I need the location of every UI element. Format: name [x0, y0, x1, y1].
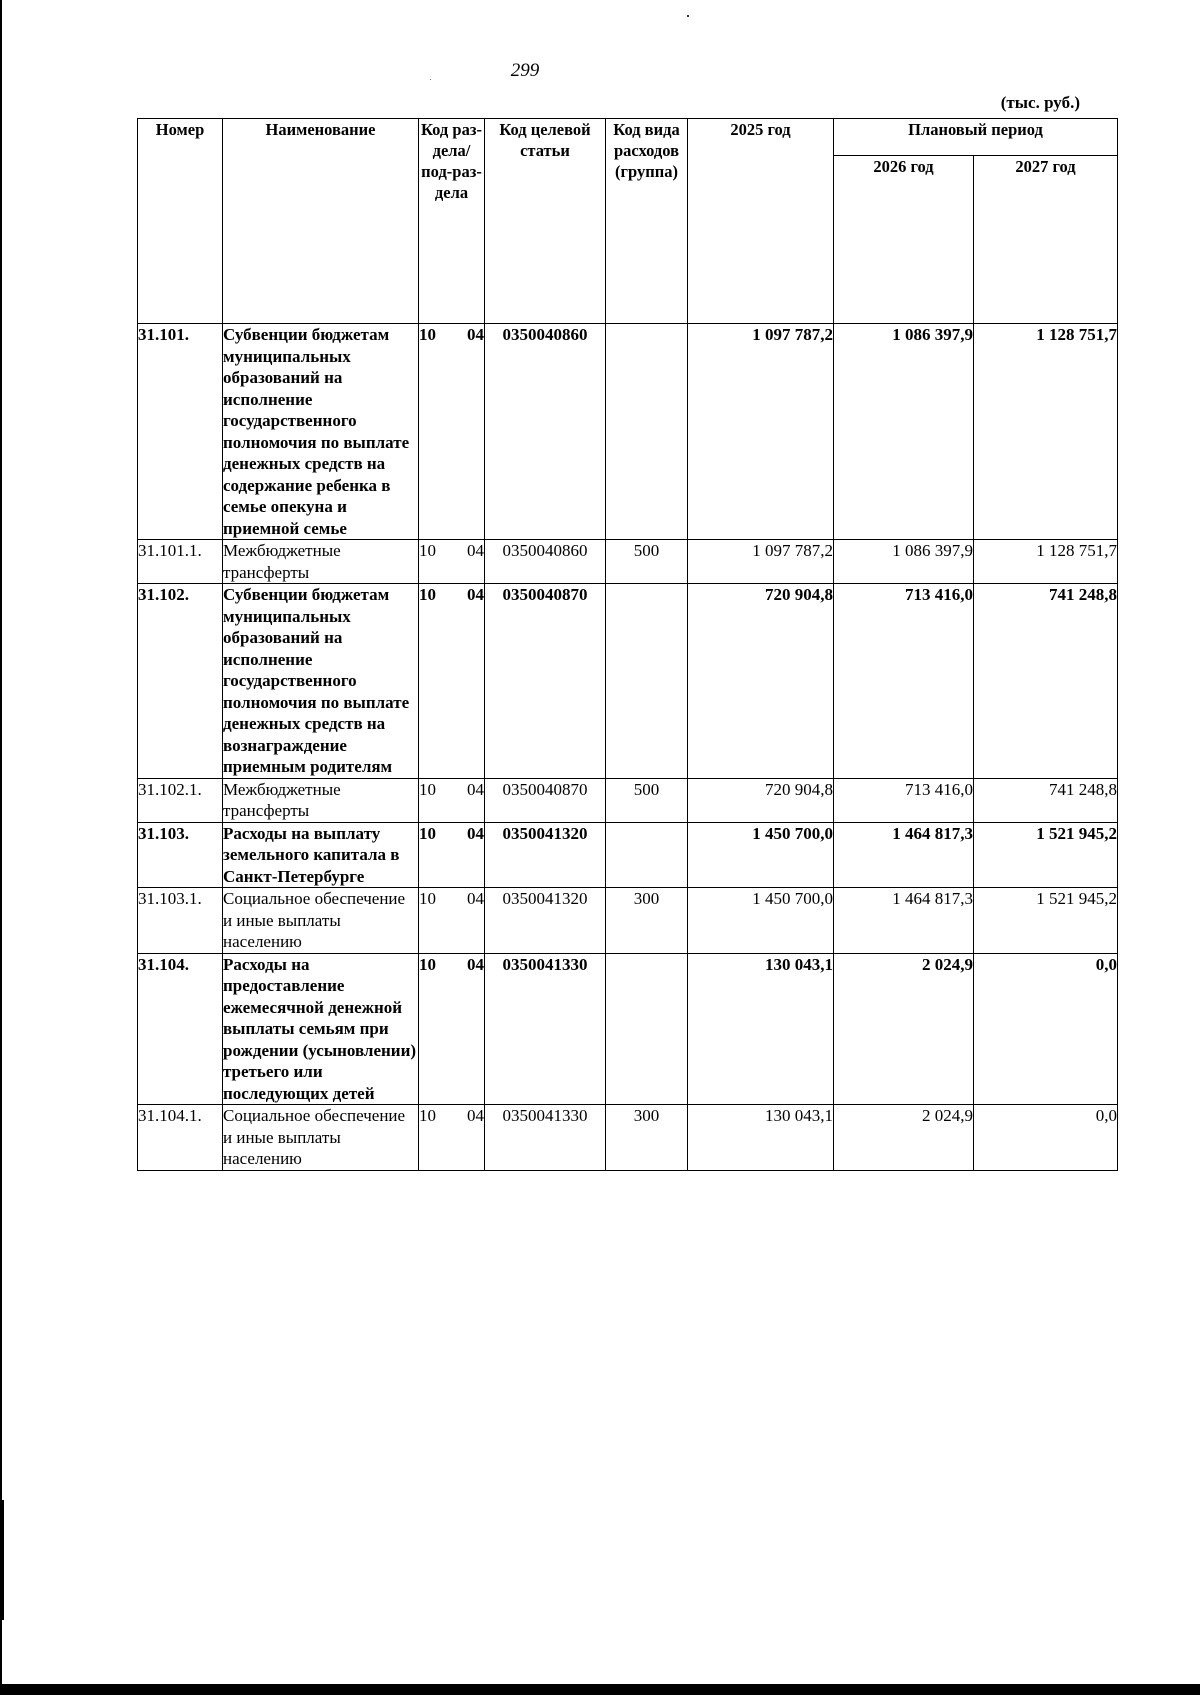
section-code: 10 [419, 889, 436, 908]
row-number: 31.104. [138, 953, 223, 1105]
row-amount-2027: 1 128 751,7 [974, 540, 1118, 584]
row-expense-kind: 300 [606, 1105, 688, 1171]
row-name: Межбюджетные трансферты [223, 540, 419, 584]
row-section-code [419, 888, 485, 954]
subsection-code: 04 [467, 823, 484, 843]
row-amount-2027: 1 521 945,2 [974, 888, 1118, 954]
table-row [138, 1105, 1118, 1171]
row-amount-2026: 2 024,9 [834, 953, 974, 1105]
table-row [138, 822, 1118, 888]
header-year-2027: 2027 год [974, 156, 1118, 324]
row-target-code: 0350041320 [485, 822, 606, 888]
row-name: Субвенции бюджетам муниципальных образований на исполнение государственного полномочия по выплате денежных средств на вознаграждение приемным родителям [223, 584, 419, 779]
table-row [138, 540, 1118, 584]
row-target-code: 0350040870 [485, 778, 606, 822]
row-amount-2026: 713 416,0 [834, 584, 974, 779]
row-name: Расходы на выплату земельного капитала в Санкт-Петербурге [223, 822, 419, 888]
row-amount-2025: 130 043,1 [688, 1105, 834, 1171]
section-code: 10 [419, 954, 436, 974]
row-amount-2026: 1 464 817,3 [834, 822, 974, 888]
scan-speck [430, 79, 431, 80]
table-body [138, 324, 1118, 1171]
row-target-code: 0350040870 [485, 584, 606, 779]
row-name: Социальное обеспечение и иные выплаты населению [223, 1105, 419, 1171]
header-target: Код целевой статьи [485, 119, 606, 324]
section-code: 10 [419, 1106, 436, 1125]
row-number: 31.101.1. [138, 540, 223, 584]
page-number: 299 [510, 60, 540, 81]
table-row [138, 324, 1118, 540]
subsection-code: 04 [467, 585, 484, 604]
row-number: 31.103. [138, 822, 223, 888]
row-number: 31.102. [138, 584, 223, 779]
row-target-code: 0350041320 [485, 888, 606, 954]
section-code: 10 [419, 779, 436, 799]
row-target-code: 0350041330 [485, 953, 606, 1105]
subsection-code: 04 [467, 779, 484, 799]
row-name: Расходы на предоставление ежемесячной денежной выплаты семьям при рождении (усыновлении) третьего или последующих детей [223, 953, 419, 1105]
header-year-2025: 2025 год [688, 119, 834, 324]
units-label: (тыс. руб.) [1000, 93, 1080, 112]
header-planned-period: Плановый период [834, 119, 1118, 156]
row-expense-kind: 300 [606, 888, 688, 954]
row-number: 31.104.1. [138, 1105, 223, 1171]
section-code: 10 [419, 585, 436, 604]
row-name: Субвенции бюджетам муниципальных образований на исполнение государственного полномочия по выплате денежных средств на содержание ребенка в семье опекуна и приемной семье [223, 324, 419, 540]
row-amount-2025: 720 904,8 [688, 584, 834, 779]
row-amount-2025: 720 904,8 [688, 778, 834, 822]
row-section-code [419, 584, 485, 779]
scan-bottom-bar [0, 1684, 1200, 1695]
row-expense-kind: 500 [606, 540, 688, 584]
row-amount-2026: 1 464 817,3 [834, 888, 974, 954]
row-section-code [419, 778, 485, 822]
header-kind: Код вида расходов (группа) [606, 119, 688, 324]
row-name: Социальное обеспечение и иные выплаты населению [223, 888, 419, 954]
section-code: 10 [419, 823, 436, 843]
row-amount-2026: 1 086 397,9 [834, 324, 974, 540]
row-amount-2025: 1 450 700,0 [688, 888, 834, 954]
header-year-2026: 2026 год [834, 156, 974, 324]
row-section-code [419, 822, 485, 888]
subsection-code: 04 [467, 954, 484, 974]
row-amount-2025: 1 097 787,2 [688, 540, 834, 584]
subsection-code: 04 [467, 325, 484, 344]
subsection-code: 04 [467, 541, 484, 560]
row-amount-2027: 1 521 945,2 [974, 822, 1118, 888]
row-expense-kind [606, 822, 688, 888]
row-amount-2026: 2 024,9 [834, 1105, 974, 1171]
row-number: 31.101. [138, 324, 223, 540]
row-target-code: 0350040860 [485, 540, 606, 584]
header-section: Код раз-дела/ под-раз-дела [419, 119, 485, 324]
row-amount-2025: 130 043,1 [688, 953, 834, 1105]
row-amount-2025: 1 097 787,2 [688, 324, 834, 540]
row-name: Межбюджетные трансферты [223, 778, 419, 822]
scan-speck [687, 15, 689, 17]
scan-edge-mark [0, 1500, 4, 1620]
row-amount-2026: 1 086 397,9 [834, 540, 974, 584]
row-amount-2027: 0,0 [974, 953, 1118, 1105]
table-row [138, 778, 1118, 822]
table-row [138, 953, 1118, 1105]
row-expense-kind [606, 584, 688, 779]
row-target-code: 0350040860 [485, 324, 606, 540]
row-amount-2027: 741 248,8 [974, 778, 1118, 822]
scan-edge-line [0, 0, 2, 1695]
subsection-code: 04 [467, 889, 484, 908]
table-row [138, 584, 1118, 779]
row-amount-2027: 741 248,8 [974, 584, 1118, 779]
row-amount-2027: 0,0 [974, 1105, 1118, 1171]
subsection-code: 04 [467, 1106, 484, 1125]
header-name: Наименование [223, 119, 419, 324]
row-amount-2027: 1 128 751,7 [974, 324, 1118, 540]
row-number: 31.103.1. [138, 888, 223, 954]
section-code: 10 [419, 325, 436, 344]
row-amount-2026: 713 416,0 [834, 778, 974, 822]
section-code: 10 [419, 541, 436, 560]
row-number: 31.102.1. [138, 778, 223, 822]
budget-table [137, 118, 1118, 1171]
row-section-code [419, 540, 485, 584]
row-expense-kind [606, 324, 688, 540]
table-row [138, 888, 1118, 954]
row-section-code [419, 953, 485, 1105]
row-section-code [419, 324, 485, 540]
row-target-code: 0350041330 [485, 1105, 606, 1171]
row-expense-kind [606, 953, 688, 1105]
row-section-code [419, 1105, 485, 1171]
row-expense-kind: 500 [606, 778, 688, 822]
row-amount-2025: 1 450 700,0 [688, 822, 834, 888]
header-number: Номер [138, 119, 223, 324]
